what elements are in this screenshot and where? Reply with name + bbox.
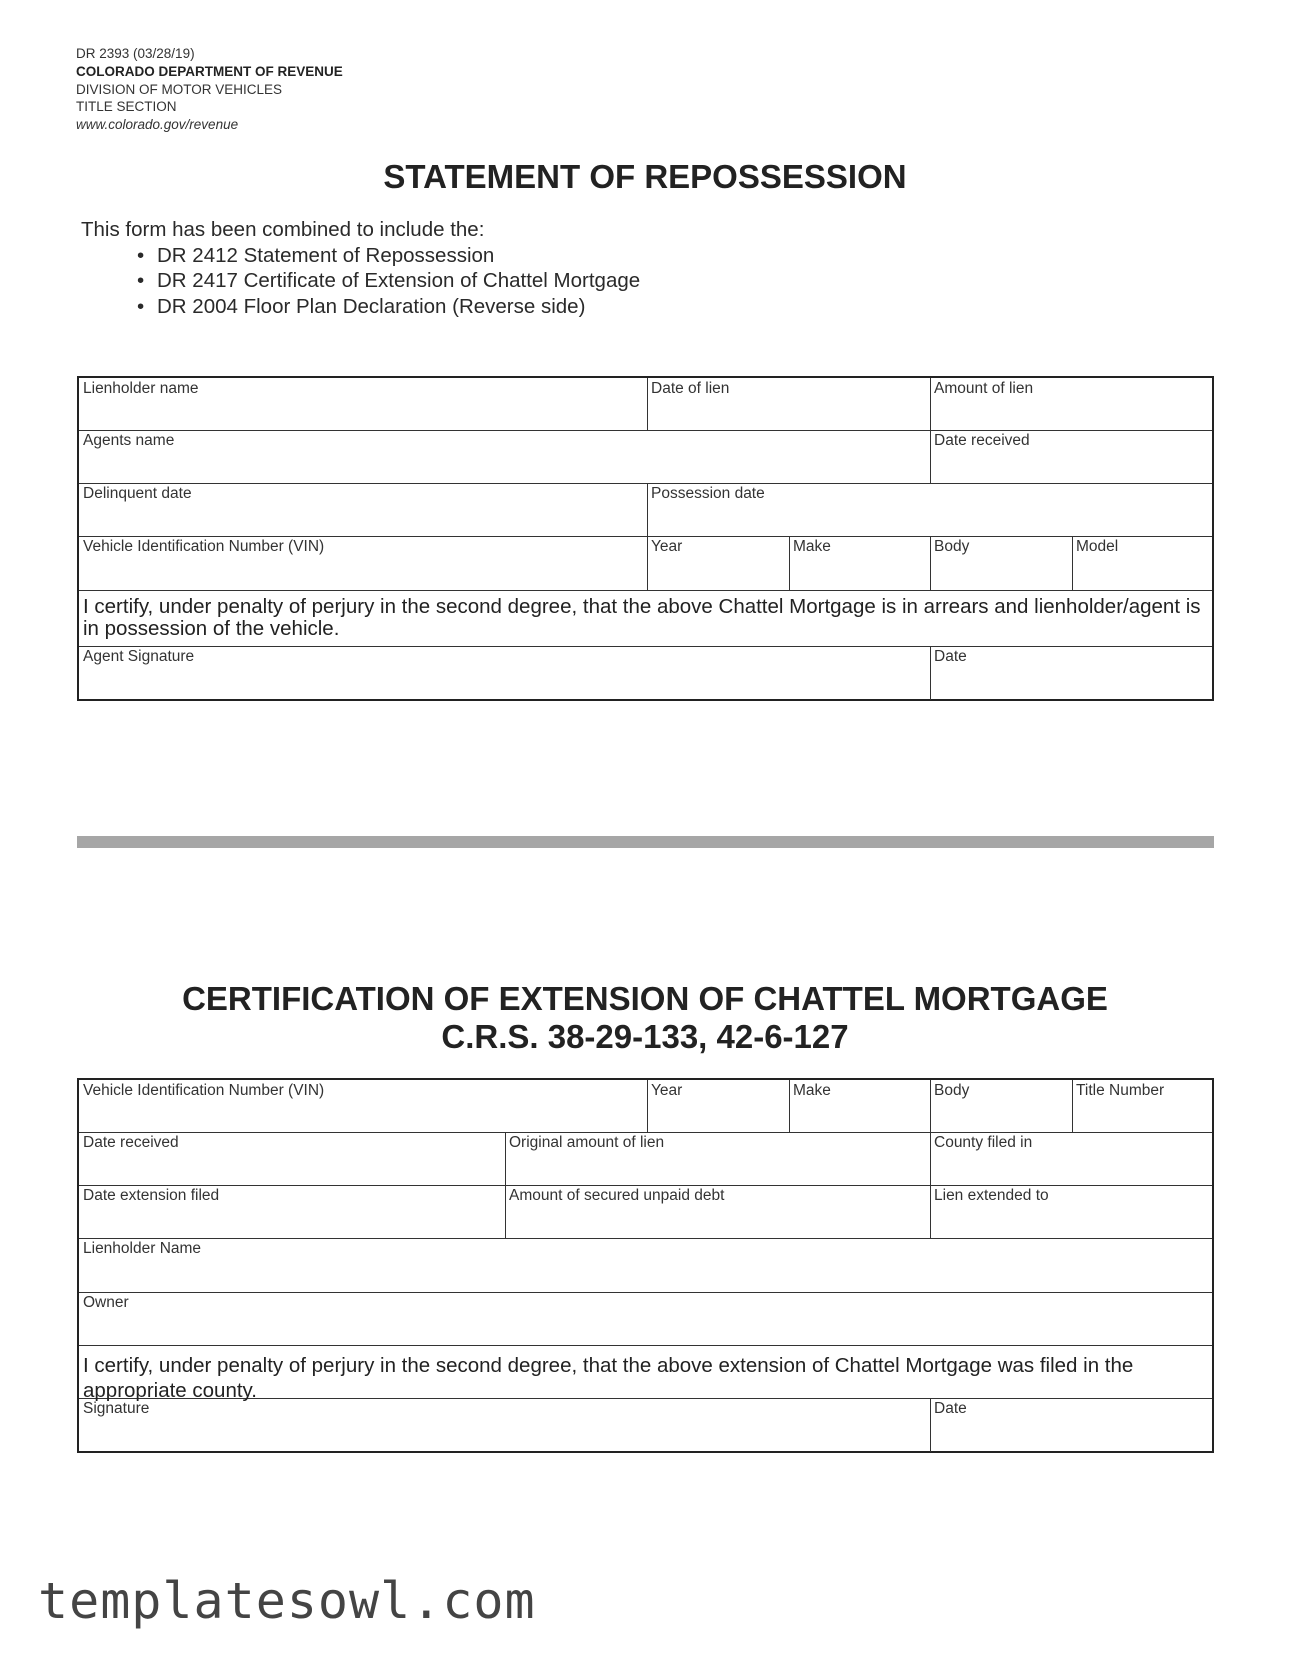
- ext-year-label: Year: [651, 1082, 683, 1099]
- delinquent-date-field[interactable]: [79, 483, 647, 536]
- ext-date-received-label: Date received: [83, 1134, 179, 1151]
- vin-label: Vehicle Identification Number (VIN): [83, 538, 325, 555]
- year-field[interactable]: [647, 536, 789, 590]
- intro-lead: This form has been combined to include the:: [81, 218, 485, 241]
- signature-date-field[interactable]: [930, 646, 1213, 700]
- section-divider: [77, 836, 1214, 848]
- ext-make-field[interactable]: [789, 1080, 930, 1132]
- lien-extended-to-field[interactable]: [930, 1185, 1213, 1238]
- included-form-item: • DR 2412 Statement of Repossession: [137, 243, 640, 269]
- date-received-label: Date received: [934, 432, 1030, 449]
- owner-field[interactable]: [79, 1292, 1213, 1345]
- original-amount-label: Original amount of lien: [509, 1134, 665, 1151]
- possession-date-label: Possession date: [651, 485, 765, 502]
- included-form-item: • DR 2417 Certificate of Extension of Chattel Mortgage: [137, 268, 640, 294]
- date-of-lien-label: Date of lien: [651, 380, 730, 397]
- ext-lienholder-name-field[interactable]: [79, 1238, 1213, 1292]
- possession-date-field[interactable]: [647, 483, 1213, 536]
- ext-signature-label: Signature: [83, 1400, 150, 1417]
- ext-make-label: Make: [793, 1082, 831, 1099]
- date-of-lien-field[interactable]: [647, 378, 930, 430]
- date-extension-filed-label: Date extension filed: [83, 1187, 220, 1204]
- extension-title: [0, 980, 1290, 1056]
- ext-signature-field[interactable]: [79, 1398, 930, 1452]
- form-header: [76, 45, 343, 134]
- amount-of-lien-label: Amount of lien: [934, 380, 1034, 397]
- delinquent-date-label: Delinquent date: [83, 485, 192, 502]
- included-forms-list: [81, 243, 640, 320]
- extension-certification-text: I certify, under penalty of perjury in the second degree, that the above extension of Chattel Mortgage was filed in the appropriate county.: [83, 1354, 1134, 1402]
- ext-body-field[interactable]: [930, 1080, 1072, 1132]
- watermark: templatesowl.com: [38, 1572, 536, 1630]
- secured-unpaid-debt-field[interactable]: [505, 1185, 930, 1238]
- website-link[interactable]: www.colorado.gov/revenue: [76, 117, 239, 133]
- ext-body-label: Body: [934, 1082, 970, 1099]
- date-extension-filed-field[interactable]: [79, 1185, 505, 1238]
- agent-signature-label: Agent Signature: [83, 648, 195, 665]
- date-received-field[interactable]: [930, 430, 1213, 483]
- extension-title-line2: C.R.S. 38-29-133, 42-6-127: [441, 1018, 849, 1055]
- extension-title-line1: CERTIFICATION OF EXTENSION OF CHATTEL MORTGAGE: [182, 980, 1108, 1017]
- year-label: Year: [651, 538, 683, 555]
- ext-lienholder-name-label: Lienholder Name: [83, 1240, 202, 1257]
- secured-unpaid-debt-label: Amount of secured unpaid debt: [509, 1187, 725, 1204]
- signature-date-label: Date: [934, 648, 967, 665]
- ext-vin-field[interactable]: [79, 1080, 647, 1132]
- ext-date-received-field[interactable]: [79, 1132, 505, 1185]
- agents-name-label: Agents name: [83, 432, 175, 449]
- ext-year-field[interactable]: [647, 1080, 789, 1132]
- lienholder-name-label: Lienholder name: [83, 380, 199, 397]
- included-form-item: • DR 2004 Floor Plan Declaration (Reverse side): [137, 294, 640, 320]
- agents-name-field[interactable]: [79, 430, 930, 483]
- county-filed-label: County filed in: [934, 1134, 1033, 1151]
- model-field[interactable]: [1072, 536, 1213, 590]
- ext-vin-label: Vehicle Identification Number (VIN): [83, 1082, 325, 1099]
- repossession-certification-text: I certify, under penalty of perjury in the second degree, that the above Chattel Mortgage is in arrears and lienholder/agent is in possession of the vehicle.: [83, 595, 1201, 640]
- intro-text: [81, 217, 640, 319]
- extension-form-box: [77, 1078, 1214, 1453]
- lien-extended-to-label: Lien extended to: [934, 1187, 1049, 1204]
- lienholder-name-field[interactable]: [79, 378, 647, 430]
- make-field[interactable]: [789, 536, 930, 590]
- amount-of-lien-field[interactable]: [930, 378, 1213, 430]
- model-label: Model: [1076, 538, 1119, 555]
- owner-label: Owner: [83, 1294, 129, 1311]
- repossession-form-box: [77, 376, 1214, 701]
- vin-field[interactable]: [79, 536, 647, 590]
- page-title: STATEMENT OF REPOSSESSION: [383, 158, 907, 195]
- ext-date-field[interactable]: [930, 1398, 1213, 1452]
- form-code: DR 2393 (03/28/19): [76, 46, 195, 61]
- original-amount-field[interactable]: [505, 1132, 930, 1185]
- agent-signature-field[interactable]: [79, 646, 930, 700]
- title-number-field[interactable]: [1072, 1080, 1213, 1132]
- section-name: TITLE SECTION: [76, 99, 177, 115]
- body-field[interactable]: [930, 536, 1072, 590]
- division-name: DIVISION OF MOTOR VEHICLES: [76, 81, 283, 97]
- ext-date-label: Date: [934, 1400, 967, 1417]
- body-label: Body: [934, 538, 970, 555]
- county-filed-field[interactable]: [930, 1132, 1213, 1185]
- department-name: COLORADO DEPARTMENT OF REVENUE: [76, 63, 343, 79]
- make-label: Make: [793, 538, 831, 555]
- title-number-label: Title Number: [1076, 1082, 1165, 1099]
